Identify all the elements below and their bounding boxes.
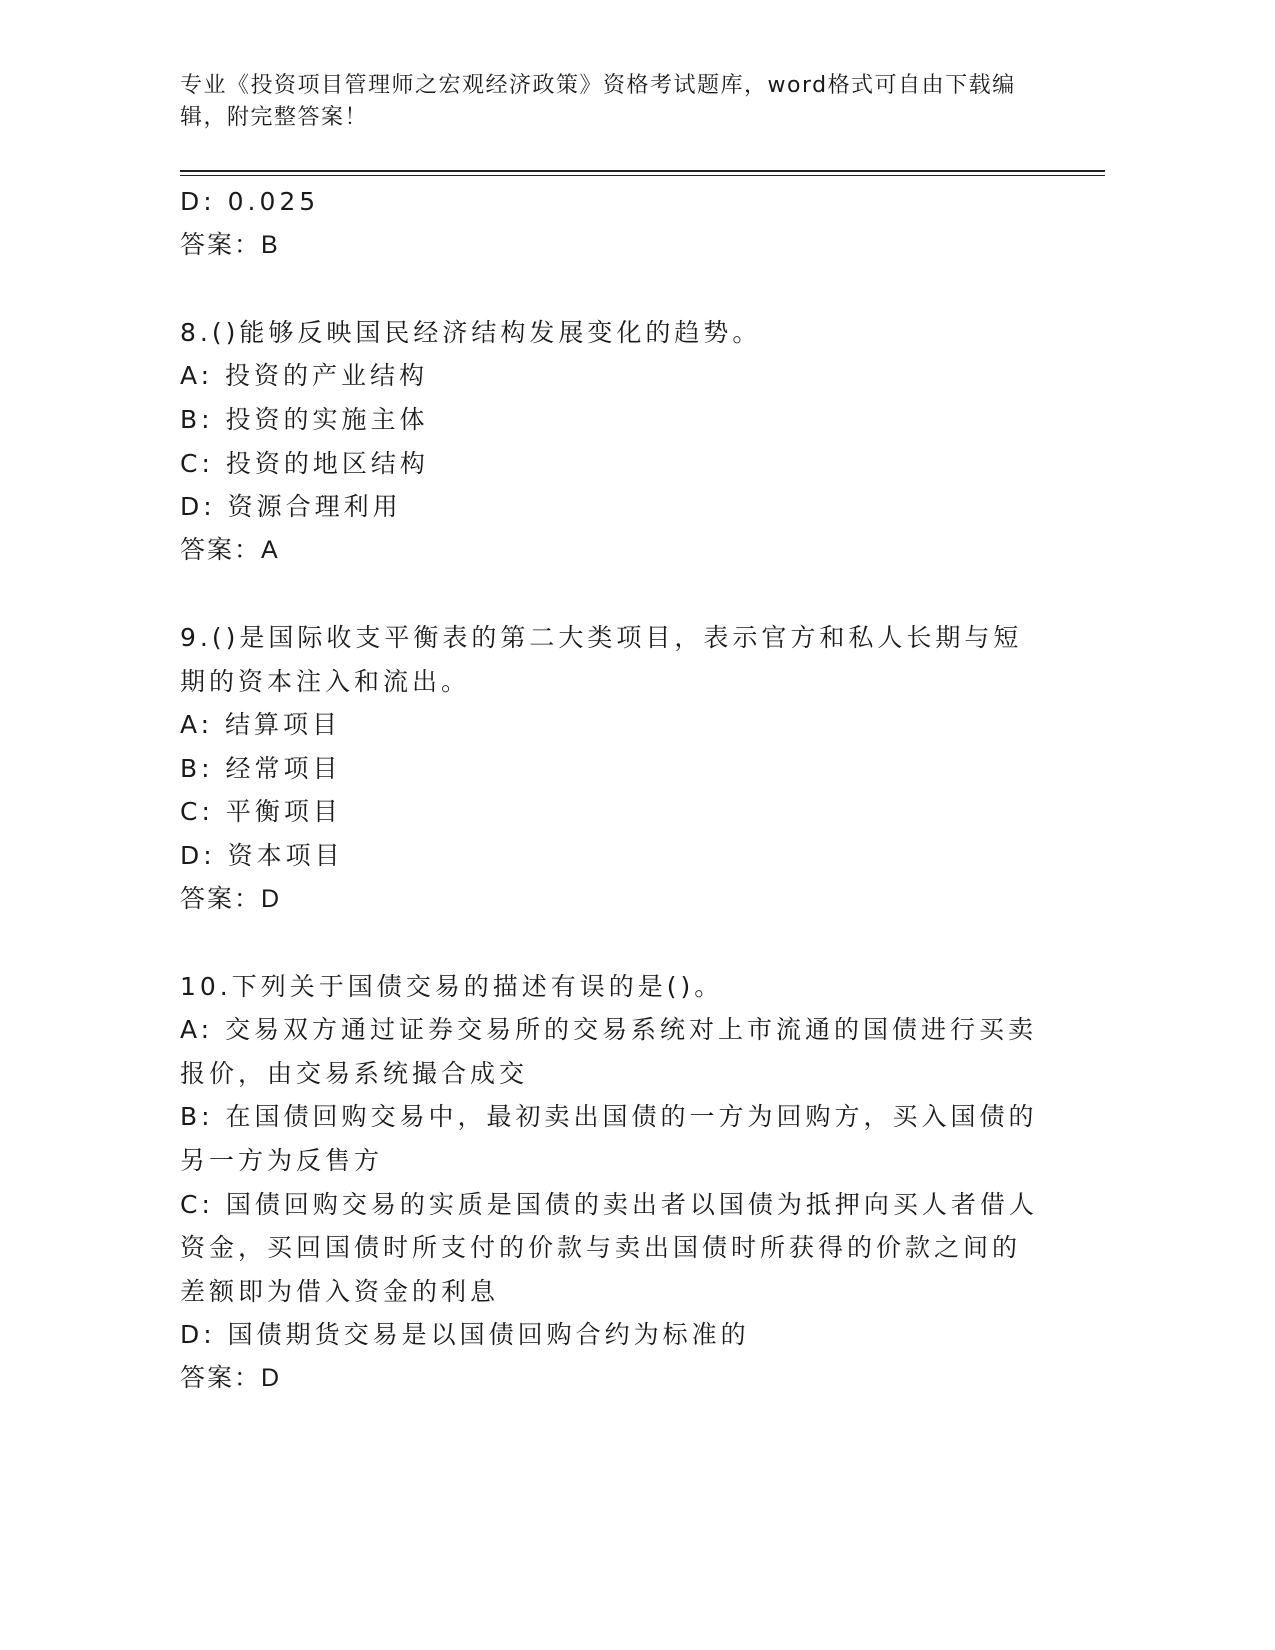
option-d: D: 国债期货交易是以国债回购合约为标准的 xyxy=(180,1320,750,1350)
option-b: B: 在国债回购交易中，最初卖出国债的一方为回购方，买入国债的另一方为反售方 xyxy=(180,1102,1038,1176)
spacer xyxy=(180,572,1040,616)
option-b: B: 经常项目 xyxy=(180,753,342,783)
answer: 答案：D xyxy=(180,1364,282,1393)
option-c: C: 平衡项目 xyxy=(180,797,342,827)
option-d: D: 资源合理利用 xyxy=(180,492,402,522)
spacer xyxy=(180,921,1040,965)
option-c: C: 投资的地区结构 xyxy=(180,448,429,478)
question-stem: 10.下列关于国债交易的描述有误的是()。 xyxy=(180,971,724,1001)
question-list xyxy=(180,180,1040,1401)
question-9 xyxy=(180,616,1040,921)
header-divider-thin xyxy=(180,175,1105,176)
option-a: A: 交易双方通过证券交易所的交易系统对上市流通的国债进行买卖报价，由交易系统撮合成交 xyxy=(180,1015,1038,1088)
question-10 xyxy=(180,965,1040,1401)
answer: 答案：B xyxy=(180,230,280,259)
answer: 答案：D xyxy=(180,884,282,913)
option-a: A: 投资的产业结构 xyxy=(180,361,429,391)
option-d: D: 资本项目 xyxy=(180,840,344,870)
question-8 xyxy=(180,311,1040,573)
answer: 答案：A xyxy=(180,535,280,564)
header-divider-thick xyxy=(180,170,1105,172)
option-b: B: 投资的实施主体 xyxy=(180,404,429,434)
question-stem: 8.()能够反映国民经济结构发展变化的趋势。 xyxy=(180,317,762,347)
option-d: D: 0.025 xyxy=(180,187,320,216)
document-header: 专业《投资项目管理师之宏观经济政策》资格考试题库，word格式可自由下载编辑，附完整答案！ xyxy=(180,73,1016,130)
question-stem: 9.()是国际收支平衡表的第二大类项目，表示官方和私人长期与短期的资本注入和流出。 xyxy=(180,622,1023,696)
option-a: A: 结算项目 xyxy=(180,710,342,740)
spacer xyxy=(180,267,1040,311)
option-c: C: 国债回购交易的实质是国债的卖出者以国债为抵押向买人者借人资金，买回国债时所支付的价款与卖出国债时所获得的价款之间的差额即为借入资金的利息 xyxy=(180,1189,1038,1306)
